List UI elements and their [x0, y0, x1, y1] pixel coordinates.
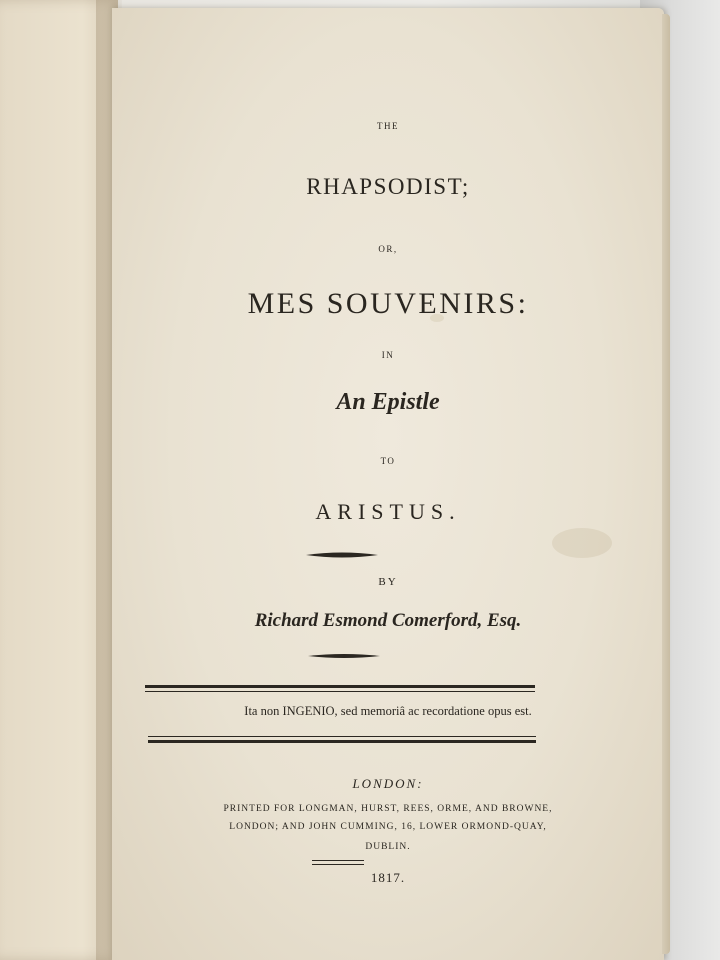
in-label: IN	[381, 350, 395, 360]
imprint-rule	[312, 864, 364, 865]
title-page	[112, 8, 664, 960]
rule-thin	[145, 691, 535, 692]
the-label: THE	[377, 121, 399, 131]
page-stain	[552, 528, 612, 558]
author-name: Richard Esmond Comerford, Esq.	[254, 610, 522, 631]
rule-thin	[148, 736, 536, 737]
imprint-line: DUBLIN.	[365, 842, 411, 852]
to-label: TO	[380, 456, 396, 466]
book-subtitle: MES SOUVENIRS:	[247, 287, 529, 320]
imprint-place: LONDON:	[352, 776, 424, 791]
by-label: BY	[378, 576, 398, 588]
book-title: RHAPSODIST;	[306, 174, 470, 199]
or-label: OR,	[378, 244, 398, 254]
publication-year: 1817.	[370, 870, 406, 885]
imprint-line: LONDON; AND JOHN CUMMING, 16, LOWER ORMOND-QUAY,	[229, 822, 547, 832]
epigraph: Ita non INGENIO, sed memoriâ ac recordatione opus est.	[244, 704, 532, 718]
imprint-rule	[312, 860, 364, 861]
rule-thick	[145, 685, 535, 688]
imprint-line: PRINTED FOR LONGMAN, HURST, REES, ORME, AND BROWNE,	[223, 804, 553, 814]
ornament-divider	[308, 652, 380, 660]
epistle-heading: An Epistle	[336, 389, 440, 415]
rule-thick	[148, 740, 536, 743]
addressee: ARISTUS.	[315, 499, 461, 524]
ornament-divider	[306, 551, 378, 559]
